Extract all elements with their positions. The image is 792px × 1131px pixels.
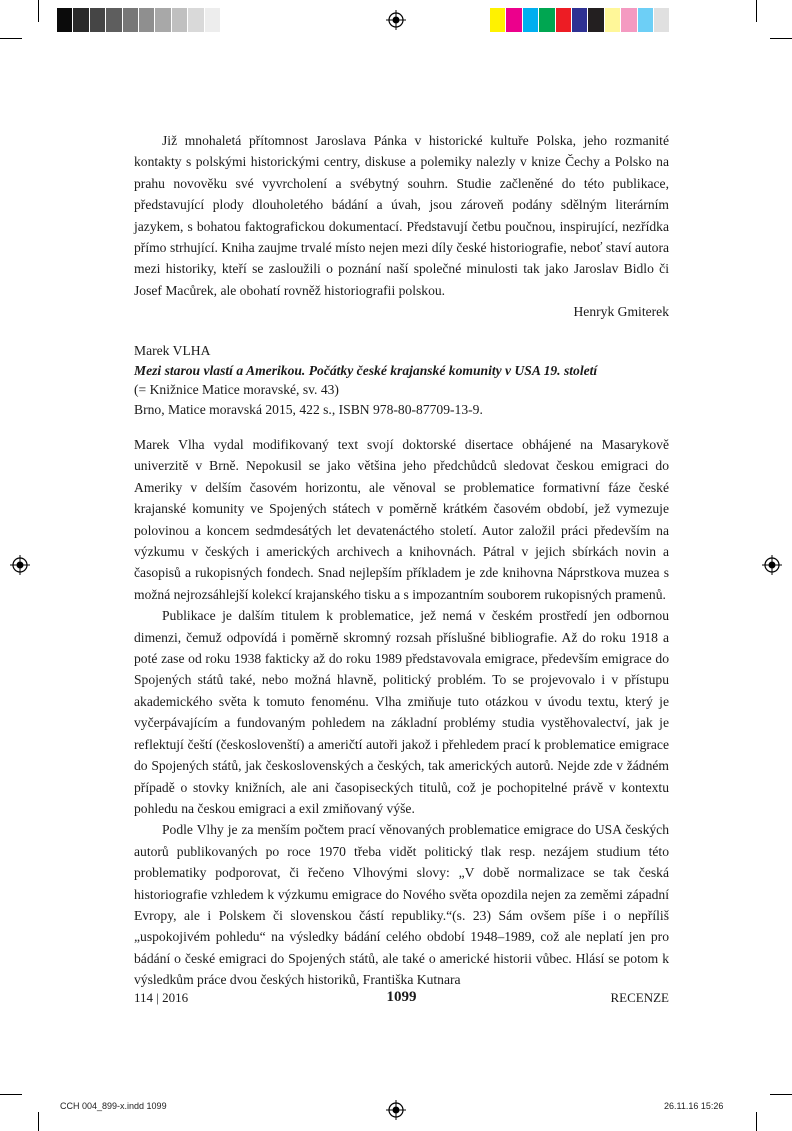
registration-target-icon — [10, 555, 30, 575]
book-series: (= Knižnice Matice moravské, sv. 43) — [134, 382, 339, 397]
color-swatch — [654, 8, 670, 32]
registration-target-icon — [762, 555, 782, 575]
color-swatch — [73, 8, 89, 32]
color-swatch — [588, 8, 604, 32]
crop-mark — [0, 1094, 22, 1095]
cmyk-color-bar — [490, 8, 670, 32]
color-swatch — [638, 8, 654, 32]
crop-mark — [756, 0, 757, 22]
color-swatch — [205, 8, 221, 32]
color-swatch — [155, 8, 171, 32]
review-paragraph: Publikace je dalším titulem k problematice, jež nemá v českém prostředí jen odbornou dimenzi, čemuž odpovídá i poměrně skromný rozsah příslušné bibliografie. Až do roku 1918 a poté zase od roku 1938 fakticky až do roku 1989 představovala emigrace, především emigrace do Spojených států také, nebo možná hlavně, politický problém. To se projevovalo i v přístupu akademického světa k tomuto fenoménu. Vlha zmiňuje tuto otázkou v úvodu textu, který je vyčerpávajícím a fundovaným pohledem na základní problémy studia vystěhovalectví, jak je reflektují čeští (českoslovenští) a američtí autoři jakož i přehledem prací k problematice emigrace do Spojených států, jak československých a českých, tak amerických autorů. Nejde zde v žádném případě o stovky knižních, ale ani časopiseckých titulů, což je pochopitelné právě v kontextu pohledu na českou emigraci a exil zmiňovaný výše. — [134, 608, 669, 816]
crop-mark — [770, 38, 792, 39]
crop-mark — [0, 38, 22, 39]
book-publication: Brno, Matice moravská 2015, 422 s., ISBN 978-80-87709-13-9. — [134, 401, 483, 417]
color-swatch — [605, 8, 621, 32]
crop-mark — [38, 1112, 39, 1131]
issue-label: 114 | 2016 — [134, 990, 189, 1005]
review-two-bibliography — [134, 341, 694, 419]
slug-datetime: 26.11.16 15:26 — [664, 1101, 724, 1111]
color-swatch — [57, 8, 73, 32]
color-swatch — [490, 8, 506, 32]
review-paragraph: Marek Vlha vydal modifikovaný text svojí doktorské disertace obhájené na Masarykově univerzitě v Brně. Nepokusil se jako většina jeho předchůdců sledovat českou emigraci do Ameriky v delším časovém horizontu, ale věnoval se problematice formativní fáze české krajanské komunity ve Spojených státech v poměrně krátkém časovém období, jež vymezuje polovinou a koncem sedmdesátých let devatenáctého století. Autor založil práci především na výzkumu v českých i amerických archivech a knihovnách. Pátral v jejich sbírkách novin a časopisů a rukopisných fondech. Snad nejlepším příkladem je zde knihovna Náprstkova muzea s možná nejrozsáhlejší kolekcí krajanského tisku a s impozantním souborem rukopisných pramenů. — [134, 437, 669, 602]
color-swatch — [621, 8, 637, 32]
color-swatch — [139, 8, 155, 32]
grayscale-color-bar — [57, 8, 237, 32]
color-swatch — [539, 8, 555, 32]
color-swatch — [172, 8, 188, 32]
color-swatch — [556, 8, 572, 32]
page-number: 1099 — [386, 989, 417, 1005]
section-label: RECENZE — [610, 990, 669, 1005]
book-author: Marek VLHA — [134, 343, 211, 358]
review-one-paragraph: Již mnohaletá přítomnost Jaroslava Pánka v historické kultuře Polska, jeho rozmanité kontakty s polskými historickými centry, diskuse a polemiky nalezly v knize Čechy a Polsko na prahu novověku své vyvrcholení a svébytný souhrn. Studie začleněné do této publikace, představující plody dlouholetého bádání a úvah, jsou zároveň podány sdělným literárním jazykem, s bohatou faktografickou dokumentací. Představují četbu poučnou, inspirující, nezřídka přímo strhující. Kniha zaujme trvalé místo nejen mezi díly české historiografie, neboť staví autora mezi historiky, kteří se zasloužili o poznání naší společné minulosti tak jako Jaroslav Bidlo či Josef Macůrek, ale obohatí rovněž historiografii polskou. — [134, 133, 669, 298]
registration-target-icon — [386, 1100, 406, 1120]
color-swatch — [106, 8, 122, 32]
review-two-body — [134, 434, 669, 991]
book-title: Mezi starou vlastí a Amerikou. Počátky české krajanské komunity v USA 19. století — [134, 362, 598, 378]
registration-target-icon — [386, 10, 406, 30]
color-swatch — [506, 8, 522, 32]
crop-mark — [770, 1094, 792, 1095]
color-swatch — [523, 8, 539, 32]
color-swatch — [90, 8, 106, 32]
review-paragraph: Podle Vlhy je za menším počtem prací věnovaných problematice emigrace do USA českých autorů publikovaných po roce 1970 třeba vidět politický tlak resp. nezájem studium této problematiky podporovat, či řečeno Vlhovými slovy: „V době normalizace se tak česká historiografie vzhledem k výzkumu emigrace do Nového světa opozdila nejen za zeměmi západní Evropy, ale i Polskem či slovenskou částí republiky.“(s. 23) Sám ovšem píše i o nepříliš „uspokojivém pohledu“ na výsledky bádání celého období 1948–1989, což ale neplatí jen pro bádání o české emigraci do Spojených států, ale také o americké historii vůbec. Hlásí se potom k výsledkům práce dvou českých historiků, Františka Kutnara — [134, 822, 669, 988]
color-swatch — [221, 8, 237, 32]
crop-mark — [756, 1112, 757, 1131]
reviewer-signature: Henryk Gmiterek — [573, 304, 669, 320]
color-swatch — [123, 8, 139, 32]
color-swatch — [188, 8, 204, 32]
crop-mark — [38, 0, 39, 22]
color-swatch — [572, 8, 588, 32]
review-one — [134, 130, 669, 323]
slug-filename: CCH 004_899-x.indd 1099 — [60, 1101, 167, 1111]
